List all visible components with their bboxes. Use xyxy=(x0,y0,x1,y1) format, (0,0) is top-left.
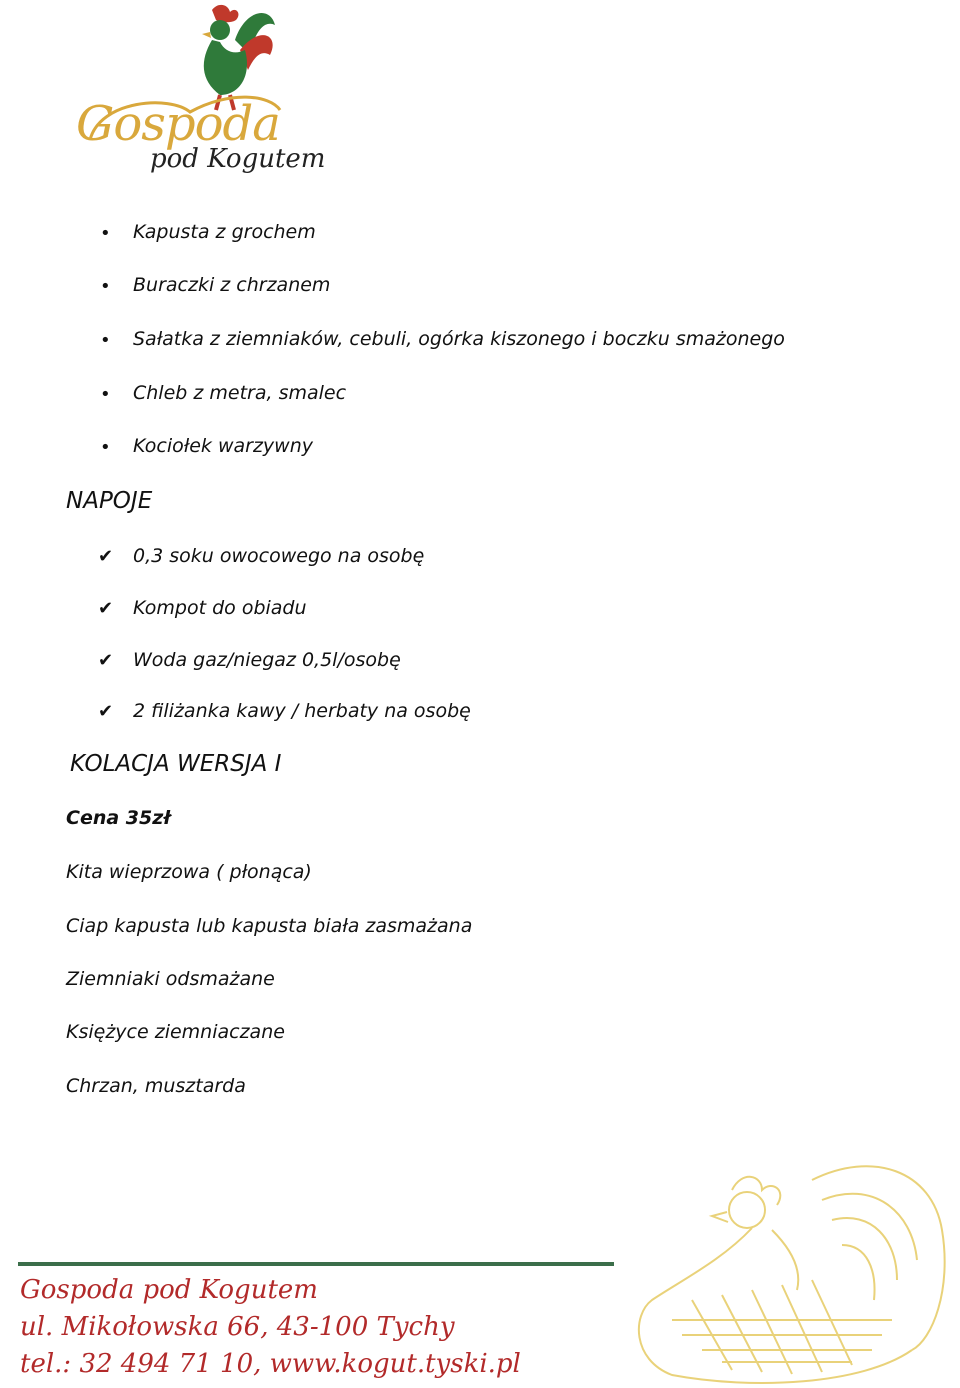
price-label: Cena 35zł xyxy=(66,807,171,829)
list-item: 0,3 soku owocowego na osobę xyxy=(133,545,425,567)
footer-name: Gospoda pod Kogutem xyxy=(20,1275,318,1305)
list-item: Kompot do obiadu xyxy=(133,597,307,619)
bullet-icon: • xyxy=(100,276,111,297)
list-item: Kita wieprzowa ( płonąca) xyxy=(66,861,312,883)
bullet-icon: • xyxy=(100,330,111,351)
checkmark-icon: ✔ xyxy=(98,650,114,671)
napoje-heading: NAPOJE xyxy=(66,488,153,514)
list-item: Ziemniaki odsmażane xyxy=(66,968,275,990)
bullet-icon: • xyxy=(100,384,111,405)
list-item: Woda gaz/niegaz 0,5l/osobę xyxy=(133,649,401,671)
list-item: Kapusta z grochem xyxy=(133,221,316,243)
checkmark-icon: ✔ xyxy=(98,598,114,619)
list-item: Kociołek warzywny xyxy=(133,435,313,457)
list-item: Księżyce ziemniaczane xyxy=(66,1021,285,1043)
logo-subtitle: pod Kogutem xyxy=(150,144,326,174)
footer-divider xyxy=(18,1262,614,1266)
list-item: Chrzan, musztarda xyxy=(66,1075,246,1097)
list-item: Ciap kapusta lub kapusta biała zasmażana xyxy=(66,915,473,937)
footer-contact: tel.: 32 494 71 10, www.kogut.tyski.pl xyxy=(20,1349,521,1379)
list-item: 2 filiżanka kawy / herbaty na osobę xyxy=(133,700,471,722)
bullet-icon: • xyxy=(100,437,111,458)
footer-address: ul. Mikołowska 66, 43-100 Tychy xyxy=(20,1312,455,1342)
list-item: Chleb z metra, smalec xyxy=(133,382,347,404)
bullet-icon: • xyxy=(100,223,111,244)
checkmark-icon: ✔ xyxy=(98,701,114,722)
rooster-illustration-icon xyxy=(612,1150,957,1385)
kolacja-heading: KOLACJA WERSJA I xyxy=(70,751,282,777)
logo-title: Gospoda xyxy=(76,96,280,152)
list-item: Sałatka z ziemniaków, cebuli, ogórka kiszonego i boczku smażonego xyxy=(133,328,785,350)
list-item: Buraczki z chrzanem xyxy=(133,274,331,296)
checkmark-icon: ✔ xyxy=(98,546,114,567)
